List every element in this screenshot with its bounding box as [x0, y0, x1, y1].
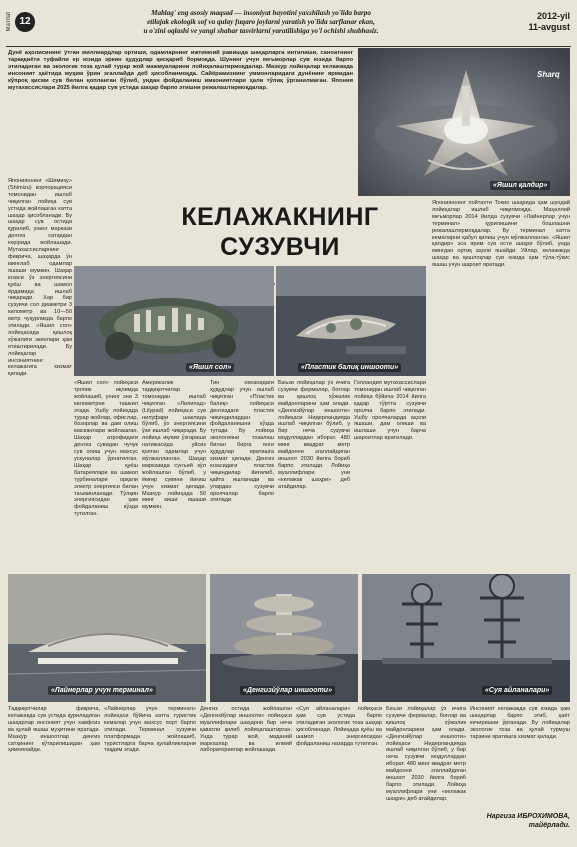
photo-liner-terminal: [8, 574, 206, 702]
rubric-label: Ma'rifat: [6, 12, 12, 32]
column-2-text: «Яшил сол» лойиҳаси тропик иқлимда жойлашиб, унинг эни 3 километрни ташкил этади. Ушбу лойиҳада турар жойлар, офислар, бозорлар ва дам олиш масканлари жойлашган. Шаҳар атрофидаги денгиз сувидан чучук сув олиш учун махсус ускуналар ўрнатилган. Шаҳар қуёш батареялари ва шамол турбиналари орқали электр энергияси билан таъминланади. Тўлқин энергиясидан ҳам фойдаланиш кўзда тутилган.: [74, 380, 138, 518]
masthead: [6, 6, 571, 46]
byline-role: тайёрлади.: [528, 822, 570, 829]
headline-line-1: КЕЛАЖАКНИНГ: [181, 203, 379, 231]
bottom-column-6: Инсоният келажакда сув юзида ҳам шаҳарлар барпо этиб, ҳаёт кечиришни ўрганади. Бу лойиҳалар экологик тоза ва қулай турмуш тарзини яратишга хизмат қилади.: [470, 706, 570, 740]
column-5b-text: Голландия мутахассислари томонидан ишлаб чиқилган лойиҳа бўйича 2014 йилга қадар тўртта сузувчи оролча барпо этилади. Ушбу оролчаларда аҳоли яшаши, дам олиши ва ишлаши учун барча шароитлар яратилади.: [354, 380, 426, 442]
column-6-text: Японияннинг пойтахти Токио шаҳрида ҳам шундай лойиҳалар ишлаб чиқилмоқда. Маҳаллий меъморлар 2014 йилда сузувчи «Лайнерлар учун терминал» қурилишини бошлашни режалаштирмоқдалар. Бу терминал катта кемаларни қабул қилиш учун мўлжалланган. «Яшил қалдир» эса ярим сув ости шаҳри бўлиб, унда мингдан ортиқ аҳоли яшайди. Уйлар, келажакда шаҳар ва қишлоқлар сув юзида ҳам тўла-тўкис яшаш учун шароит яратади.: [432, 200, 570, 269]
caption-plastic-fish: «Пластик балиқ иншооти»: [298, 363, 401, 372]
motto-line-2: etilajak ekologik sof va qulay fuqaro joylarni yaratish yo'lida sarflanar ekan,: [147, 18, 375, 26]
headline-line-2: СУЗУВЧИ: [220, 233, 340, 261]
masthead-divider: [6, 46, 571, 47]
issue-date: [484, 11, 570, 33]
photo-plastic-fish: [276, 266, 426, 376]
page-number: 12: [15, 12, 35, 32]
photo-green-raft: [74, 266, 274, 376]
caption-water-rings: «Суя айланалари»: [482, 686, 552, 695]
caption-seaways: «Денгизйўлар иншооти»: [240, 686, 335, 695]
byline-author: Наргиза ИБРОХИМОВА,: [486, 813, 570, 820]
bottom-column-1: Тадқиқотчилар фикрича, келажакда сув устида қуриладиган шаҳарлар инсоният учун хавфсиз ва қулай яшаш муҳитини яратади. Мазкур иншоотлар денгиз сатҳининг кўтарилишидан ҳам ҳимоялайди.: [8, 706, 100, 754]
motto-line-1: Mablag' eng asosiy maqsad — insoniyat hayotini yaxshilash yo'lida barpo: [151, 9, 371, 17]
bottom-column-3: Денгиз остида жойлашган «Денгизйўлар иншооти» лойиҳаси муаллифлари шаҳарни бир неча қаватли қилиб лойиҳалаштирган. Унда турар жой, маданий марказлар ва илмий лабораториялар жойлашади.: [200, 706, 292, 754]
photo-seaways: [210, 574, 358, 702]
caption-green-cradle: «Яшил қалдир»: [490, 181, 550, 190]
motto-line-3: u o'zini oqlashi ve yangi shahar tasvirlarni yaratilishiga yo'l ochishi shubhasiz.: [143, 27, 379, 35]
column-1-text: Японияннинг «Шимизу» (Shimizu) корпорацияси томонидан ишлаб чиқилган лойиҳа сув устида жойлашган катта шаҳар ҳисобланади. Бу шаҳар сув остида қурилиб, унинг маркази денгиз сатҳидан юқорида жойлашади. Мутахассисларнинг фикрича, шаҳарда ўн минглаб одамлар яшаши мумкин. Шаҳар юзаси ўз энергиясини қуёш ва шамол ёрдамида ишлаб чиқаради. Хар бир сузувчи сол диаметри 3 километр ва 10—50 метр чуқурликда барпо этилади. «Яшил сол» лойиҳасида қишлоқ хўжалиги экинлари ҳам етиштирилади. Бу лойиҳалар инсониятнинг келажагига хизмат қилади.: [8, 178, 72, 378]
caption-green-raft: «Яшил сол»: [186, 363, 234, 372]
column-3-text: Америкалик тадқиқотчилар томонидан ишлаб чиқилган «Лилипад» (Lilypad) лойиҳаси сув нилуфари шаклида бўлиб, ўз энергиясини ўзи ишлаб чиқаради. Бу лойиҳа иқлим ўзгариши натижасида уйсиз қолган одамлар учун мўлжалланган. Шаҳар марказида сунъий кўл жойлашган бўлиб, у ёмғир сувини йиғиш учун хизмат қилади. Мазкур лойиҳада 50 минг киши яшаши мумкин.: [142, 380, 206, 511]
column-5-text: Баъзи лойиҳалар ўз ичига сузувчи фермалар, боғлар ва қишлоқ хўжалик майдонларини ҳам олади. «Денгизйўлар иншооти» лойиҳаси Нидерландияда ишлаб чиқилган бўлиб, у бир неча сузувчи модуллардан иборат. 480 минг квадрат метр майдонни эгаллайдиган иншоот 2030 йилга бориб барпо этилади. Лойиҳа муаллифлари уни «келажак шаҳри» деб атайдилар.: [278, 380, 350, 490]
issue-day: 11-avgust: [528, 22, 570, 32]
intro-text: Дунё аҳолисининг ўтган миллиардлар ортиши, одамларнинг ижтимоий равишда шаҳарларга интилиши, саноатнинг тараққиёти туфайли ер юзида эркин ҳудудлар қисқариб бормоқда. Шунинг учун меъморлар сув юзида барпо этиладиган ва экологик тоза қулай турар жой мажмуаларини лойиҳалаштирмоқдалар. Мазкур лойиҳалар келажакда инсоният ҳаётида муҳим ўрин эгаллайди деб ҳисобланмоқда. Сайёрамизнинг уммонларидаги дунёнинг ярмидан кўпроқ қисми сув билан қопланган бўлиб, ундан фойдаланиш имкониятлари ҳали тўлиқ ўрганилмаган. Япония мутахассислари 2025 йилга қадар сув устида шаҳар барпо этишни режалаштирмоқдалар.: [8, 50, 353, 92]
byline: [470, 812, 570, 830]
bottom-column-5: Баъзи лойиҳалар ўз ичига сузувчи фермалар, боғлар ва қишлоқ хўжалик майдонларини ҳам олади. «Денгизйўлар иншооти» лойиҳаси Нидерландияда ишлаб чиқилган бўлиб, у бир неча сузувчи модуллардан иборат. 480 минг квадрат метр майдонни эгаллайдиган иншоот 2030 йилга бориб барпо этилади. Лойиҳа муаллифлари уни «келажак шаҳри» деб атайдилар.: [386, 706, 466, 802]
issue-year: 2012-yil: [536, 11, 570, 21]
motto: [46, 9, 476, 36]
photo-water-rings: [362, 574, 570, 702]
section-tag: Sharq: [537, 70, 560, 79]
column-4-text: Тин океанидаги ҳудудлар учун ишлаб чиқилган «Пластик балиқ» лойиҳаси денгиздаги пластик чиқиндилардан фойдаланишни кўзда тутади. Бу лойиҳа экологияни тозалаш билан бирга янги ҳудудлар яратишга хизмат қилади. Денгиз юзасидаги пластик чиқиндилар йиғилиб, қайта ишланади ва улардан сузувчи оролчалар барпо этилади.: [210, 380, 274, 504]
bottom-column-4: «Суя айланалари» лойиҳаси ҳам сув устида барпо этиладиган экологик тоза шаҳар ҳисобланади. Лойиҳада қуёш ва шамол энергиясидан фойдаланиш назарда тутилган.: [296, 706, 382, 747]
bottom-column-2: «Лайнерлар учун терминал» лойиҳаси бўйича катта туристик кемалар учун махсус порт барпо этилади. Терминал сузувчи платформада жойлашиб, туристларга барча қулайликларни тақдим этади.: [104, 706, 196, 754]
caption-liner-terminal: «Лайнерлар учун терминал»: [48, 686, 156, 695]
